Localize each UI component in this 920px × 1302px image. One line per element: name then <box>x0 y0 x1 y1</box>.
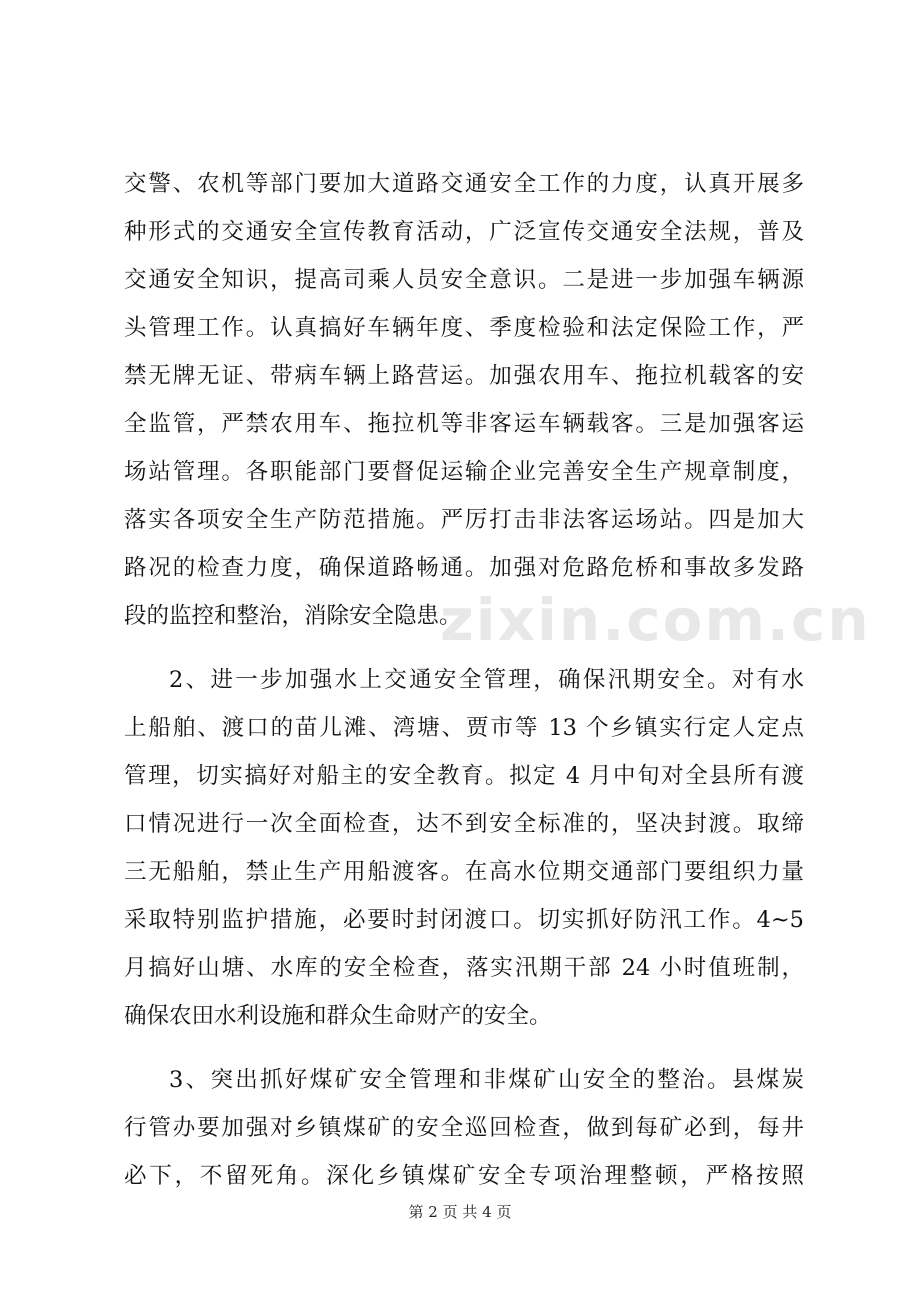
body-text <box>124 160 804 1200</box>
text-line: 行管办要加强对乡镇煤矿的安全巡回检查，做到每矿必到，每井 <box>124 1115 804 1141</box>
text-line: 口情况进行一次全面检查，达不到安全标准的，坚决封渡。取缔 <box>124 811 804 837</box>
text-line: 场站管理。各职能部门要督促运输企业完善安全生产规章制度， <box>124 459 804 485</box>
text-line: 种形式的交通安全宣传教育活动，广泛宣传交通安全法规，普及 <box>124 219 804 245</box>
text-line: 全监管，严禁农用车、拖拉机等非客运车辆载客。三是加强客运 <box>124 411 804 437</box>
paragraph-3 <box>124 1056 804 1200</box>
text-line: 落实各项安全生产防范措施。严厉打击非法客运场站。四是加大 <box>124 507 804 533</box>
text-line: 段的监控和整治，消除安全隐患。 <box>124 603 462 629</box>
paragraph-gap <box>124 1040 804 1056</box>
text-line: 三无船舶，禁止生产用船渡客。在高水位期交通部门要组织力量 <box>124 859 804 885</box>
text-line: 3、突出抓好煤矿安全管理和非煤矿山安全的整治。县煤炭 <box>169 1067 804 1093</box>
text-line: 管理，切实搞好对船主的安全教育。拟定 4 月中旬对全县所有渡 <box>124 763 804 789</box>
text-line: 采取特别监护措施，必要时封闭渡口。切实抓好防汛工作。4~5 <box>124 907 804 933</box>
page-footer: 第 2 页 共 4 页 <box>408 1203 512 1221</box>
paragraph-gap <box>124 640 804 656</box>
text-line: 交警、农机等部门要加大道路交通安全工作的力度，认真开展多 <box>124 171 804 197</box>
text-line: 月搞好山塘、水库的安全检查，落实汛期干部 24 小时值班制， <box>124 955 804 981</box>
watermark: zixin.com.cn <box>440 586 871 654</box>
text-line: 头管理工作。认真搞好车辆年度、季度检验和法定保险工作，严 <box>124 315 804 341</box>
paragraph-1 <box>124 160 804 640</box>
text-line: 交通安全知识，提高司乘人员安全意识。二是进一步加强车辆源 <box>124 267 804 293</box>
text-line: 确保农田水利设施和群众生命财产的安全。 <box>124 1003 552 1029</box>
text-line: 上船舶、渡口的苗儿滩、湾塘、贾市等 13 个乡镇实行定人定点 <box>124 715 804 741</box>
text-line: 路况的检查力度，确保道路畅通。加强对危路危桥和事故多发路 <box>124 555 804 581</box>
text-line: 禁无牌无证、带病车辆上路营运。加强农用车、拖拉机载客的安 <box>124 363 804 389</box>
text-line: 2、进一步加强水上交通安全管理，确保汛期安全。对有水 <box>169 667 804 693</box>
text-line: 必下，不留死角。深化乡镇煤矿安全专项治理整顿，严格按照 <box>124 1163 804 1189</box>
paragraph-2 <box>124 656 804 1040</box>
